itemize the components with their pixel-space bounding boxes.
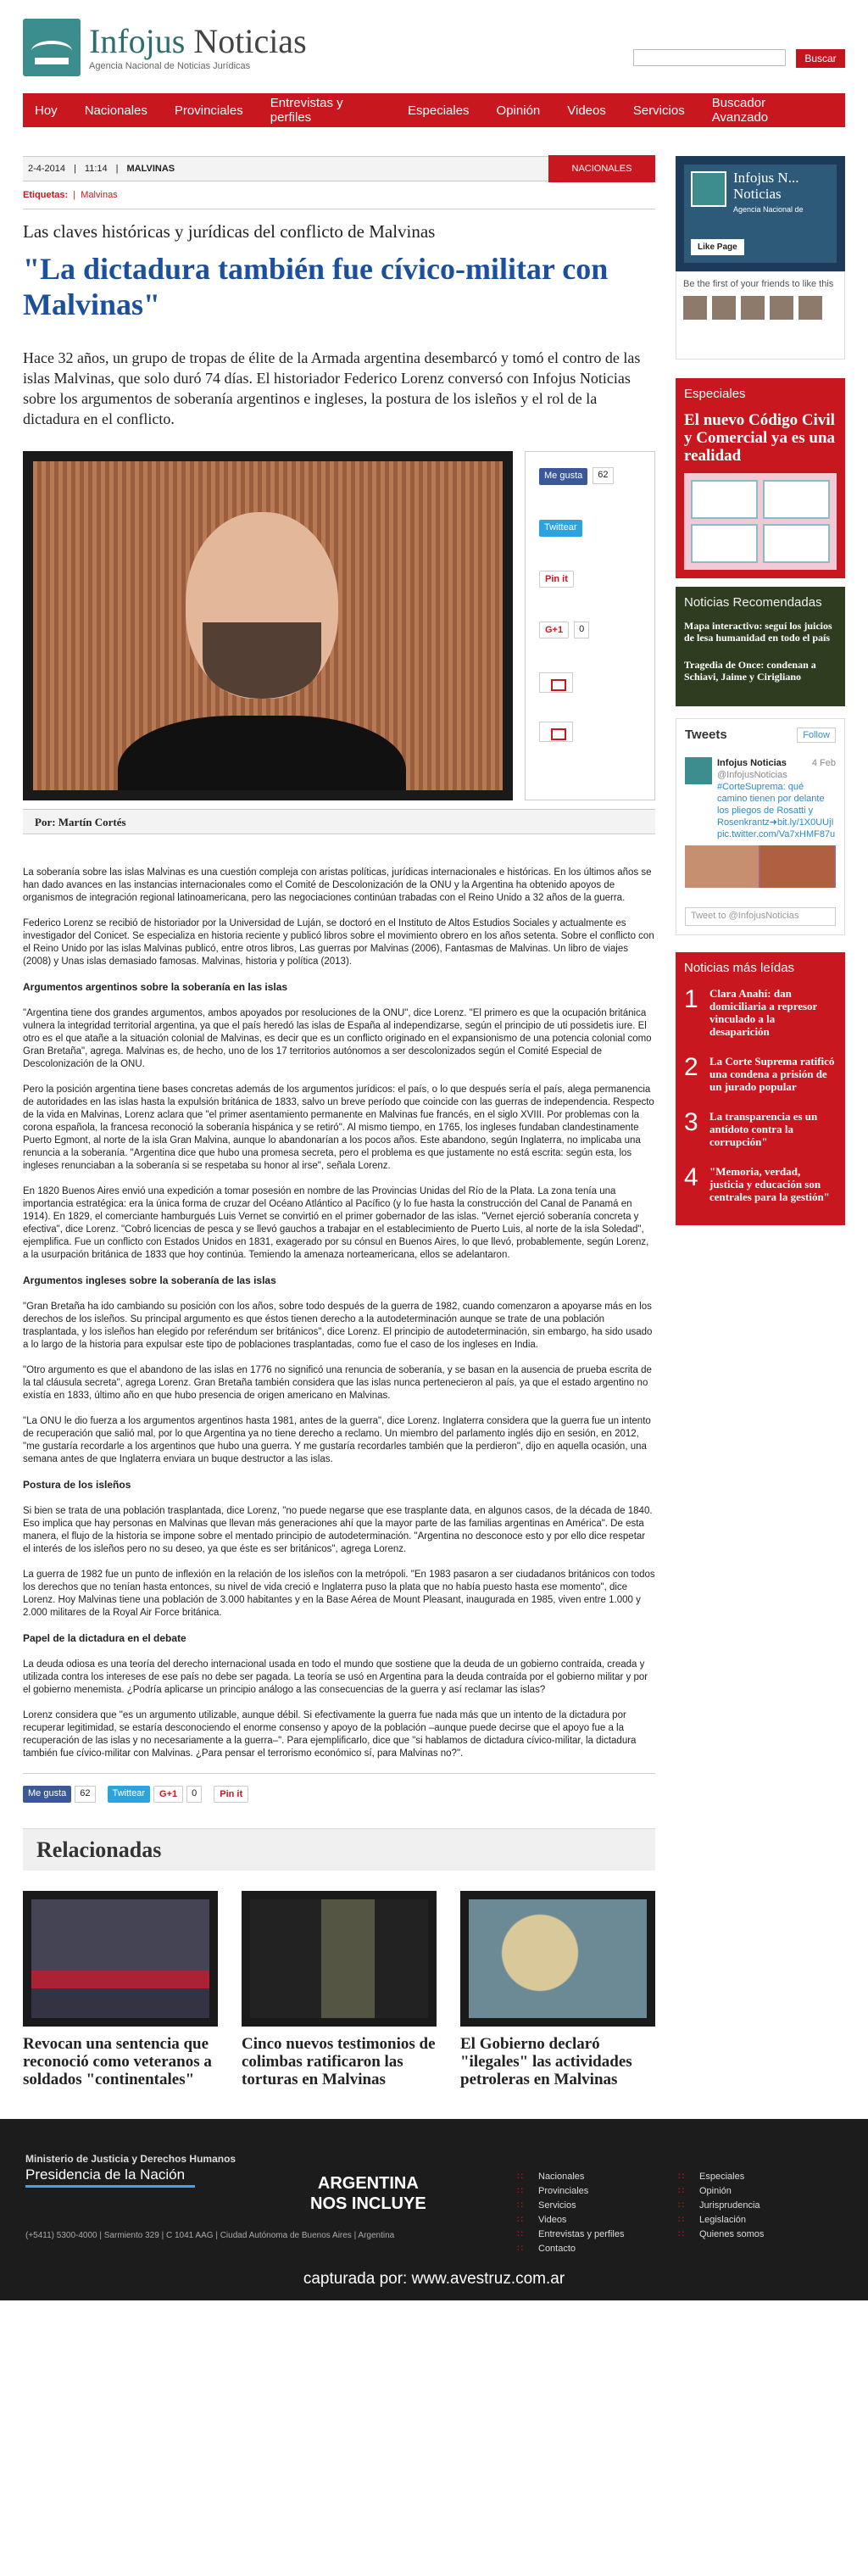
footer-ministry: Ministerio de Justicia y Derechos Humanos: [25, 2153, 236, 2165]
paragraph: Pero la posición argentina tiene bases concretas además de los argumentos jurídicos: el país, o lo que después sería el país, alega permanencia de autoridades en las islas hasta la expulsión británica de 1833, salvo un breve período que coincide con las guerras de independencia. Respecto de la vida en Malvinas, Lorenz aclara que "el primer asentamiento permanente en Malvinas fue francés, en el siglo XVIII. Por problemas con la corona española, la francesa reconoció la soberanía hispánica y se retiró". Al mismo tiempo, en 1765, los ingleses fundaban clandestinamente Puerto Egmont, al norte de la isla Gran Malvina, aunque lo abandonarían a los pocos años. Este abandono, según Inglaterra, no implicaba una renuncia a la soberanía. "Argentina dice que hubo una promesa secreta, pero el problema es que justamente no está escrita: según esta, los ingleses renunciaban a la soberanía si se respetaba su honor al irse", señala Lorenz.: [23, 1084, 654, 1171]
gplus-button[interactable]: G+1: [153, 1786, 183, 1803]
nav-item[interactable]: Provinciales: [174, 103, 243, 118]
tweets-heading: Tweets: [685, 728, 727, 742]
footer-links-1: [517, 2170, 624, 2256]
tweet-date[interactable]: 4 Feb: [811, 758, 836, 768]
subheading: Argumentos argentinos sobre la soberanía en las islas: [23, 981, 288, 993]
footer-link[interactable]: ∷ Nacionales: [517, 2170, 624, 2184]
paragraph: Si bien se trata de una población trasplantada, dice Lorenz, "no puede negarse que ese trasplante data, en algunos casos, de la década de 1840. Eso implica que hay personas en Malvinas que llevan más generaciones ahí que la mayor parte de las familias argentinas en América". De esta manera, el flujo de la historia se impone sobre el mentado principio de autodeterminación. "Argentina no desconoce esto y por ello dice respetar el interés de los isleños pero no su deseo, ya que éste es ser británicos", agrega Lorenz.: [23, 1506, 653, 1554]
gplus-count: 0: [574, 622, 589, 638]
footer-address: (+5411) 5300-4000 | Sarmiento 329 | C 1041 AAG | Ciudad Autónoma de Buenos Aires | Argentina: [25, 2231, 395, 2240]
gplus-button[interactable]: G+1: [539, 622, 569, 638]
article-meta: 2-4-2014 | 11:14 | MALVINAS NACIONALES: [23, 156, 655, 181]
footer-link[interactable]: ∷ Legislación: [678, 2213, 764, 2228]
twitter-widget: [676, 718, 845, 935]
subheading: Argumentos ingleses sobre la soberanía de las islas: [23, 1274, 276, 1286]
especiales-heading: Especiales: [684, 387, 746, 401]
twitter-button[interactable]: Twittear: [539, 520, 582, 537]
article-body: [23, 867, 655, 1760]
paragraph: La soberanía sobre las islas Malvinas es una cuestión compleja con aristas políticas, jurídicas internacionales e históricas. En los últimos años se han dado avances en las instancias internacionales como el Comité de Descolonización de la ONU y la Argentina ha obtenido apoyos de organismos de integración regional latinoamericana, pero las negociaciones continúan trabadas con el Reino Unido a 32 años de la guerra.: [23, 867, 652, 903]
nav-item[interactable]: Hoy: [35, 103, 58, 118]
tags-label: Etiquetas:: [23, 190, 69, 200]
sidebar: [676, 156, 845, 2088]
related-image: [23, 1891, 218, 2027]
fb-friends-text: Be the first of your friends to like this: [683, 279, 834, 289]
related-item[interactable]: [460, 1891, 655, 2088]
paragraph: "Argentina tiene dos grandes argumentos, ambos apoyados por resoluciones de la ONU", dice Lorenz. "El primero es que la ocupación británica vulnera la integridad territorial argentina, ya que el país heredó las islas de España al independizarse, según el principio de uti possidetis iure. El otro es el que atañe a la situación colonial de Malvinas, es decir que es un conflicto originado en el expansionismo de una potencia colonial como Gran Bretaña", agrega. Malvinas es, de hecho, uno de los 17 territorios autónomos a ser descolonizados según el Comité Especial de Descolonización de la ONU.: [23, 1008, 652, 1069]
paragraph: "La ONU le dio fuerza a los argumentos argentinos hasta 1981, antes de la guerra", dice Lorenz. Inglaterra considera que la guerra fue un intento de recuperación que salió mal, por lo que Argentina ya no tiene derecho a reclamo. Un miembro del parlamento inglés dijo en sesión, en 2012, "me gustaría recordarle a los argentinos que hubo una guerra. Y me gustaría recordarles también que la perdieron", dijo en aquella ocasión, una semana antes de que Inglaterra enviara un buque destructor a las islas.: [23, 1416, 651, 1464]
fb-like-page-button[interactable]: Like Page: [691, 239, 744, 255]
most-read-item[interactable]: 4 "Memoria, verdad, justicia y educación son centrales para la gestión": [684, 1163, 830, 1203]
article-headline: "La dictadura también fue cívico-militar con Malvinas": [23, 252, 609, 321]
related-title[interactable]: El Gobierno declaró "ilegales" las actividades petroleras en Malvinas: [460, 2035, 632, 2088]
article-date: 2-4-2014: [28, 164, 66, 174]
search-button[interactable]: Buscar: [796, 49, 845, 68]
nav-item[interactable]: Opinión: [496, 103, 541, 118]
related-list: [23, 1891, 655, 2088]
footer-presidency: Presidencia de la Nación: [25, 2166, 195, 2188]
footer-slogan: ARGENTINA NOS INCLUYE: [310, 2174, 426, 2213]
recommended-heading: Noticias Recomendadas: [684, 595, 822, 610]
avatar[interactable]: [741, 296, 765, 320]
avatar[interactable]: [712, 296, 736, 320]
subheading: Postura de los isleños: [23, 1479, 131, 1491]
subheading: Papel de la dictadura en el debate: [23, 1632, 186, 1644]
footer-link[interactable]: ∷ Contacto: [517, 2242, 624, 2256]
search-form: [633, 49, 845, 68]
most-read-heading: Noticias más leídas: [684, 961, 795, 975]
especiales-title[interactable]: El nuevo Código Civil y Comercial ya es una realidad: [684, 411, 836, 465]
gplus-count: 0: [186, 1786, 202, 1803]
footer-link[interactable]: ∷ Quienes somos: [678, 2228, 764, 2242]
footer-link[interactable]: ∷ Entrevistas y perfiles: [517, 2228, 624, 2242]
article-section[interactable]: MALVINAS: [126, 164, 175, 174]
footer-link[interactable]: ∷ Jurisprudencia: [678, 2199, 764, 2213]
facebook-like-button[interactable]: Me gusta: [539, 468, 587, 485]
most-read-panel: [676, 952, 845, 1225]
nav-item[interactable]: Especiales: [408, 103, 470, 118]
paragraph: Federico Lorenz se recibió de historiador por la Universidad de Luján, se doctoró en el Instituto de Altos Estudios Sociales y actualmente es investigador del Conicet. Se especializa en historia reciente y publicó libros sobre el movimiento obrero en los años setenta. Sobre el conflicto con el Reino Unido por las islas Malvinas publicó, entre otros libros, Las guerras por Malvinas (2006), Fantasmas de Malvinas. Un libro de viajes (2008) y Unas islas demasiado famosas. Malvinas, historia y política (2013).: [23, 918, 654, 967]
article-kicker: Las claves históricas y jurídicas del conflicto de Malvinas: [23, 221, 436, 242]
site-footer: [0, 2119, 868, 2300]
print-icon[interactable]: [539, 672, 573, 693]
avatar[interactable]: [798, 296, 822, 320]
facebook-like-button[interactable]: Me gusta: [23, 1786, 71, 1803]
site-header: [23, 0, 845, 93]
avatar[interactable]: [683, 296, 707, 320]
paragraph: La deuda odiosa es una teoría del derecho internacional usada en todo el mundo que sostiene que la deuda de un gobierno contraída, creada y utilizada contra los intereses de ese país no debe ser pagada. La teoría se usó en Argentina para la deuda contraída por el gobierno militar y por el gobierno menemista. ¿Podría aplicarse un principio análogo a las consecuencias de la guerra y así reclamar las islas?: [23, 1659, 648, 1695]
related-heading: Relacionadas: [23, 1828, 655, 1871]
site-logo[interactable]: [23, 19, 307, 76]
most-read-item[interactable]: 1 Clara Anahí: dan domiciliaria a represor vinculado a la desaparición: [684, 985, 818, 1038]
capture-credit: capturada por: www.avestruz.com.ar: [303, 2270, 565, 2288]
related-item[interactable]: [242, 1891, 437, 2088]
especiales-image[interactable]: [684, 473, 837, 570]
bottom-share-bar: [23, 1773, 655, 1803]
logo-title: Infojus Noticias: [89, 22, 307, 60]
fb-friends: [676, 271, 845, 360]
fb-page-subtitle: Agencia Nacional de: [733, 205, 804, 214]
paragraph: La guerra de 1982 fue un punto de inflexión en la relación de los isleños con la metrópoli. "En 1983 pasaron a ser ciudadanos británicos con todos los derechos que no tenían hasta entonces, su nivel de vida creció e Inglaterra puso la plata que no había puesto hasta ese momento", dice Lorenz. Hoy Malvinas tiene una población de 3.000 habitantes y en la Base Aérea de Mount Pleasant, inaugurada en 1985, viven entre 1.000 y 2.000 militares de la Royal Air Force británica.: [23, 1570, 655, 1618]
pinterest-button[interactable]: Pin it: [539, 571, 574, 588]
facebook-count: 62: [593, 467, 613, 484]
email-icon[interactable]: [539, 722, 573, 742]
recommended-panel: [676, 587, 845, 706]
recommended-item[interactable]: Tragedia de Once: condenan a Schiavi, Jaime y Cirigliano: [684, 659, 816, 683]
article-photo: [23, 451, 513, 800]
especiales-panel: [676, 378, 845, 578]
tweet-text: #CorteSuprema: qué camino tienen por delante los pliegos de Rosatti y Rosenkrantz➜bit.ly/1X0UUjI pic.twitter.com/Va7xHMF87u: [717, 782, 836, 839]
related-item[interactable]: [23, 1891, 218, 2088]
avatar[interactable]: [685, 757, 712, 784]
most-read-item[interactable]: 3 La transparencia es un antídoto contra la corrupción": [684, 1108, 818, 1148]
related-image: [242, 1891, 437, 2027]
related-title[interactable]: Cinco nuevos testimonios de colimbas ratificaron las torturas en Malvinas: [242, 2035, 436, 2088]
fb-page-logo-icon: [691, 171, 726, 207]
tweet: [685, 757, 836, 840]
paragraph: En 1820 Buenos Aires envió una expedición a tomar posesión en nombre de las Provincias Unidas del Río de la Plata. La zona tenía una importancia estratégica: era la única forma de cruzar del Océano Atlántico al Pacífico (y lo fue hasta la construcción del Canal de Panamá en 1914). En 1829, el comerciante hamburgués Luis Vernet se convirtió en el primer gobernador de las islas. "Vernet ejerció soberanía concreta y efectiva", dice Lorenz. "Cobró licencias de pesca y se llevó gauchos a trabajar en el establecimiento de Puerto Luis, al norte de la isla Soledad", ejemplifica. Fue un conflicto con Estados Unidos en 1831, exagerado por su cónsul en Buenos Aires, lo que llevó, probablemente, según Lorenz, a la usurpación británica de 1833 que hoy continúa. Temiendo la amenaza norteamericana, ellos se adelantaron.: [23, 1186, 649, 1260]
footer-link[interactable]: ∷ Especiales: [678, 2170, 764, 2184]
fb-page-title[interactable]: Infojus N... Noticias: [733, 170, 799, 202]
article-author: Por: Martín Cortés: [23, 809, 655, 834]
nav-item[interactable]: Entrevistas y perfiles: [270, 96, 343, 125]
article-time: 11:14: [84, 164, 108, 174]
section-tag[interactable]: NACIONALES: [548, 155, 655, 182]
tweet-image[interactable]: [685, 845, 836, 888]
twitter-follow-button[interactable]: Follow: [797, 728, 836, 743]
article-lead: Hace 32 años, un grupo de tropas de élite de la Armada argentina desembarcó y tomó el contro de las islas Malvinas, que solo duró 74 días. El historiador Federico Lorenz conversó con Infojus Noticias sobre los argumentos de soberanía argentinos e ingleses, la postura de los isleños y el rol de la dictadura en el conflicto.: [23, 349, 641, 427]
most-read-item[interactable]: 2 La Corte Suprema ratificó una condena a prisión de un jurado popular: [684, 1053, 835, 1093]
nav-item[interactable]: Buscador Avanzado: [711, 96, 769, 125]
avatar[interactable]: [770, 296, 793, 320]
pinterest-button[interactable]: Pin it: [214, 1786, 248, 1803]
share-panel: [525, 451, 655, 800]
footer-link[interactable]: ∷ Opinión: [678, 2184, 764, 2199]
footer-link[interactable]: ∷ Provinciales: [517, 2184, 624, 2199]
nav-item[interactable]: Servicios: [632, 103, 685, 118]
logo-icon: [23, 19, 81, 76]
footer-link[interactable]: ∷ Videos: [517, 2213, 624, 2228]
article: [23, 156, 655, 2088]
twitter-button[interactable]: Twittear: [108, 1786, 151, 1803]
footer-links-2: [678, 2170, 764, 2242]
nav-item[interactable]: Videos: [567, 103, 606, 118]
logo-subtitle: Agencia Nacional de Noticias Jurídicas: [89, 61, 251, 71]
paragraph: "Otro argumento es que el abandono de las islas en 1776 no significó una renuncia de soberanía, y se basan en la ausencia de prueba escrita de la tal cláusula secreta", agrega Lorenz. Gran Bretaña también considera que las islas nunca pertenecieron al país, ya que el estado argentino no existía en 1833, último año en que hubo presencia de origen americano en Malvinas.: [23, 1365, 652, 1401]
facebook-widget: [676, 156, 845, 271]
related-title[interactable]: Revocan una sentencia que reconoció como veteranos a soldados "continentales": [23, 2035, 212, 2088]
tweet-input[interactable]: Tweet to @InfojusNoticias: [685, 907, 836, 926]
tweet-handle[interactable]: @InfojusNoticias: [717, 770, 787, 780]
search-input[interactable]: [633, 49, 786, 66]
main-nav: [23, 93, 845, 127]
tweet-author[interactable]: Infojus Noticias: [717, 758, 787, 768]
footer-link[interactable]: ∷ Servicios: [517, 2199, 624, 2213]
paragraph: "Gran Bretaña ha ido cambiando su posición con los años, sobre todo después de la guerra de 1982, cuando comenzaron a apoyarse más en los derechos de los isleños. Su principal argumento es que éstos tienen derecho a la autodeterminación aunque se trate de una población trasplantada, y los isleños han elegido por referéndum ser británicos", dice Lorenz. El principio de autodeterminación, sin embargo, ha sido usado a lo largo de la historia para expulsar este tipo de poblaciones trasplantadas, como fue el caso de los ingleses en India.: [23, 1302, 653, 1350]
tag-link[interactable]: Malvinas: [81, 190, 118, 200]
facebook-count: 62: [75, 1786, 95, 1803]
paragraph: Lorenz considera que "es un argumento utilizable, aunque débil. Si efectivamente la guerra fue nada más que un intento de la dictadura por recuperar legitimidad, se estaría desconociendo el enorme consenso y apoyo de la población –aunque puede decirse que el apoyo fue a la recuperación de las islas y no necesariamente a la guerra–". Para ejemplificarlo, dice que "si hablamos de dictadura cívico-militar, la dictadura también fue cívico-militar con Malvinas. ¿Para pensar el terrorismo económico sí, para Malvinas no?".: [23, 1710, 637, 1759]
tags-row: Etiquetas: | Malvinas: [23, 181, 655, 209]
recommended-item[interactable]: Mapa interactivo: seguí los juicios de lesa humanidad en todo el país: [684, 620, 832, 644]
nav-item[interactable]: Nacionales: [84, 103, 147, 118]
related-image: [460, 1891, 655, 2027]
